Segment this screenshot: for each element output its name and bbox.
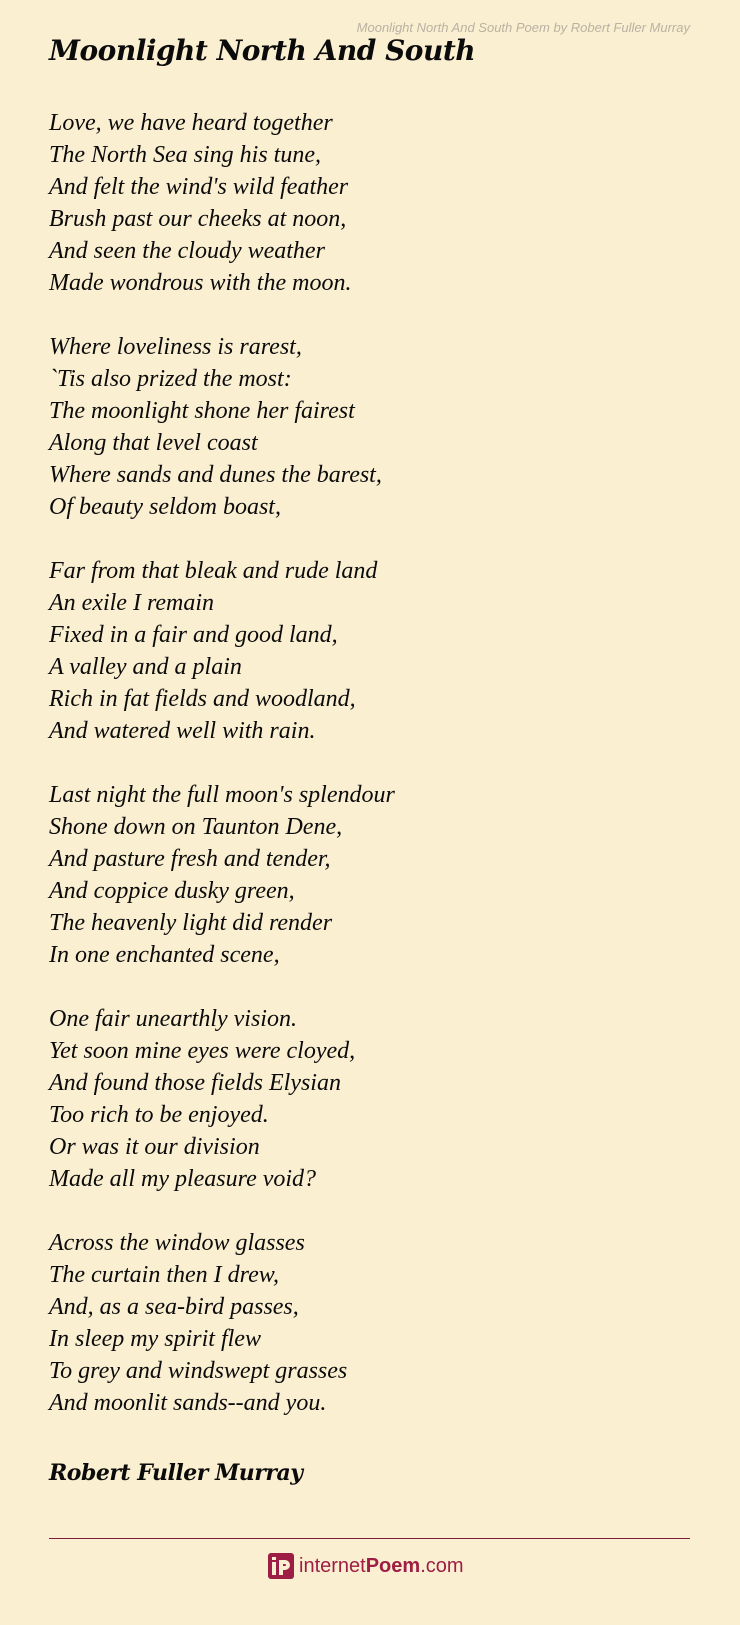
brand-text-poem: Poem: [365, 1554, 421, 1577]
poem-line: Along that level coast: [49, 430, 258, 456]
poem-line: The North Sea sing his tune,: [49, 142, 322, 168]
poem-line: Of beauty seldom boast,: [49, 494, 281, 520]
stanza-1: [49, 107, 689, 299]
stanza-2: [49, 331, 689, 523]
poem-line: Where sands and dunes the barest,: [49, 462, 382, 488]
poem-line: Where loveliness is rarest,: [49, 334, 302, 360]
poem-line: One fair unearthly vision.: [49, 1006, 297, 1032]
poem-line: Too rich to be enjoyed.: [49, 1102, 269, 1128]
poem-line: And found those fields Elysian: [49, 1070, 341, 1096]
poem-line: A valley and a plain: [49, 654, 242, 680]
poem-line: Rich in fat fields and woodland,: [49, 686, 356, 712]
poem-line: And pasture fresh and tender,: [49, 846, 331, 872]
poem-line: And watered well with rain.: [49, 718, 316, 744]
poem-line: Last night the full moon's splendour: [49, 782, 395, 808]
poem-line: In one enchanted scene,: [49, 942, 280, 968]
poem-line: Across the window glasses: [49, 1230, 305, 1256]
poem-body: [49, 107, 689, 1451]
poem-line: Made all my pleasure void?: [49, 1166, 317, 1192]
poem-line: And, as a sea-bird passes,: [49, 1294, 299, 1320]
poem-line: Made wondrous with the moon.: [49, 270, 352, 296]
site-brand-link[interactable]: [268, 1550, 464, 1582]
page-header-note: Moonlight North And South Poem by Robert Fuller Murray: [356, 20, 690, 35]
poem-line: In sleep my spirit flew: [49, 1326, 261, 1352]
stanza-3: [49, 555, 689, 747]
poem-title: Moonlight North And South: [49, 34, 476, 67]
stanza-5: [49, 1003, 689, 1195]
poem-line: An exile I remain: [49, 590, 215, 616]
poem-line: And seen the cloudy weather: [49, 238, 325, 264]
footer-divider: [49, 1538, 690, 1539]
poem-line: Love, we have heard together: [49, 110, 333, 136]
poem-author: Robert Fuller Murray: [49, 1460, 303, 1486]
poem-line: Yet soon mine eyes were cloyed,: [49, 1038, 356, 1064]
poem-line: And felt the wind's wild feather: [49, 174, 349, 200]
brand-text-internet: internet: [299, 1554, 366, 1577]
ip-logo-icon: [268, 1553, 294, 1579]
brand-text-com: .com: [420, 1554, 464, 1577]
poem-line: And coppice dusky green,: [49, 878, 295, 904]
poem-line: Fixed in a fair and good land,: [49, 622, 338, 648]
poem-line: Or was it our division: [49, 1134, 260, 1160]
poem-line: The heavenly light did render: [49, 910, 333, 936]
poem-line: The curtain then I drew,: [49, 1262, 279, 1288]
poem-line: Shone down on Taunton Dene,: [49, 814, 343, 840]
poem-line: `Tis also prized the most:: [49, 366, 292, 392]
poem-line: Far from that bleak and rude land: [49, 558, 378, 584]
stanza-6: [49, 1227, 689, 1419]
poem-line: To grey and windswept grasses: [49, 1358, 348, 1384]
poem-line: The moonlight shone her fairest: [49, 398, 355, 424]
stanza-4: [49, 779, 689, 971]
poem-line: Brush past our cheeks at noon,: [49, 206, 347, 232]
poem-line: And moonlit sands--and you.: [49, 1390, 327, 1416]
